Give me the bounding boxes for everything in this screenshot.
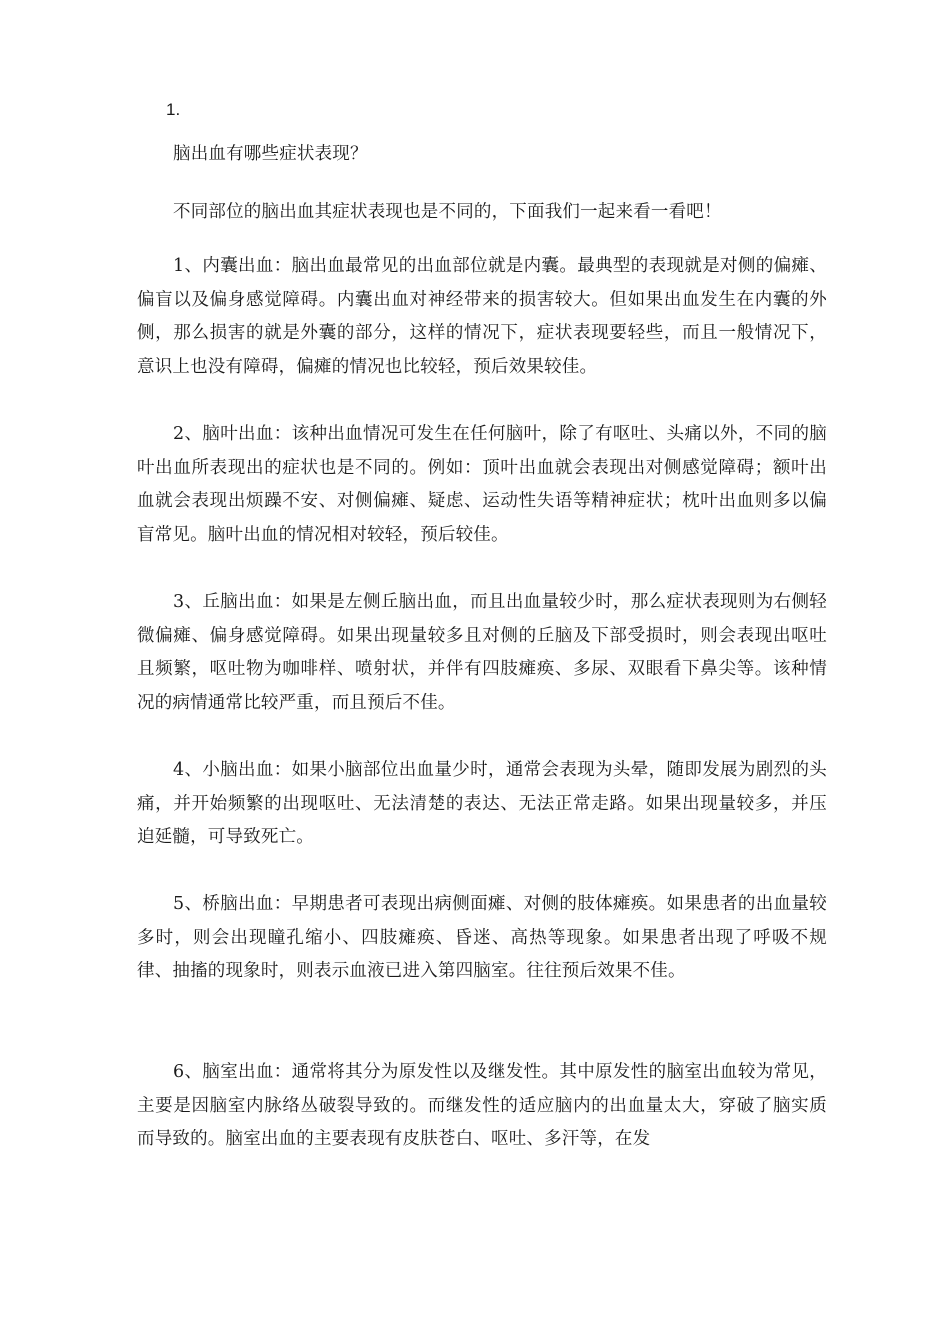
symptom-paragraph-lobar: 2、脑叶出血：该种出血情况可发生在任何脑叶，除了有呕吐、头痛以外，不同的脑叶出血所表现出的症状也是不同的。例如：顶叶出血就会表现出对侧感觉障碍；额叶出血就会表现出烦躁不安、对侧偏瘫、疑虑、运动性失语等精神症状；枕叶出血则多以偏盲常见。脑叶出血的情况相对较轻，预后较佳。: [137, 424, 827, 545]
symptom-paragraph-internal-capsule: 1、内囊出血：脑出血最常见的出血部位就是内囊。最典型的表现就是对侧的偏瘫、偏盲以及偏身感觉障碍。内囊出血对神经带来的损害较大。但如果出血发生在内囊的外侧，那么损害的就是外囊的部分，这样的情况下，症状表现要轻些，而且一般情况下，意识上也没有障碍，偏瘫的情况也比较轻，预后效果较佳。: [137, 256, 827, 377]
symptom-paragraph-ventricle: 6、脑室出血：通常将其分为原发性以及继发性。其中原发性的脑室出血较为常见，主要是因脑室内脉络丛破裂导致的。而继发性的适应脑内的出血量太大，穿破了脑实质而导致的。脑室出血的主要表现有皮肤苍白、呕吐、多汗等，在发: [137, 1062, 827, 1149]
symptom-paragraph-cerebellum: 4、小脑出血：如果小脑部位出血量少时，通常会表现为头晕，随即发展为剧烈的头痛，并开始频繁的出现呕吐、无法清楚的表达、无法正常走路。如果出现量较多，并压迫延髓，可导致死亡。: [137, 760, 827, 847]
list-number: 1.: [166, 100, 181, 119]
question-heading: 脑出血有哪些症状表现？: [173, 144, 368, 164]
intro-paragraph: 不同部位的脑出血其症状表现也是不同的，下面我们一起来看一看吧！: [173, 202, 722, 222]
symptom-paragraph-thalamus: 3、丘脑出血：如果是左侧丘脑出血，而且出血量较少时，那么症状表现则为右侧轻微偏瘫、偏身感觉障碍。如果出现量较多且对侧的丘脑及下部受损时，则会表现出呕吐且频繁，呕吐物为咖啡样、喷射状，并伴有四肢瘫痪、多尿、双眼看下鼻尖等。该种情况的病情通常比较严重，而且预后不佳。: [137, 592, 827, 713]
symptom-paragraph-pons: 5、桥脑出血：早期患者可表现出病侧面瘫、对侧的肢体瘫痪。如果患者的出血量较多时，则会出现瞳孔缩小、四肢瘫痪、昏迷、高热等现象。如果患者出现了呼吸不规律、抽搐的现象时，则表示血液已进入第四脑室。往往预后效果不佳。: [137, 894, 827, 981]
